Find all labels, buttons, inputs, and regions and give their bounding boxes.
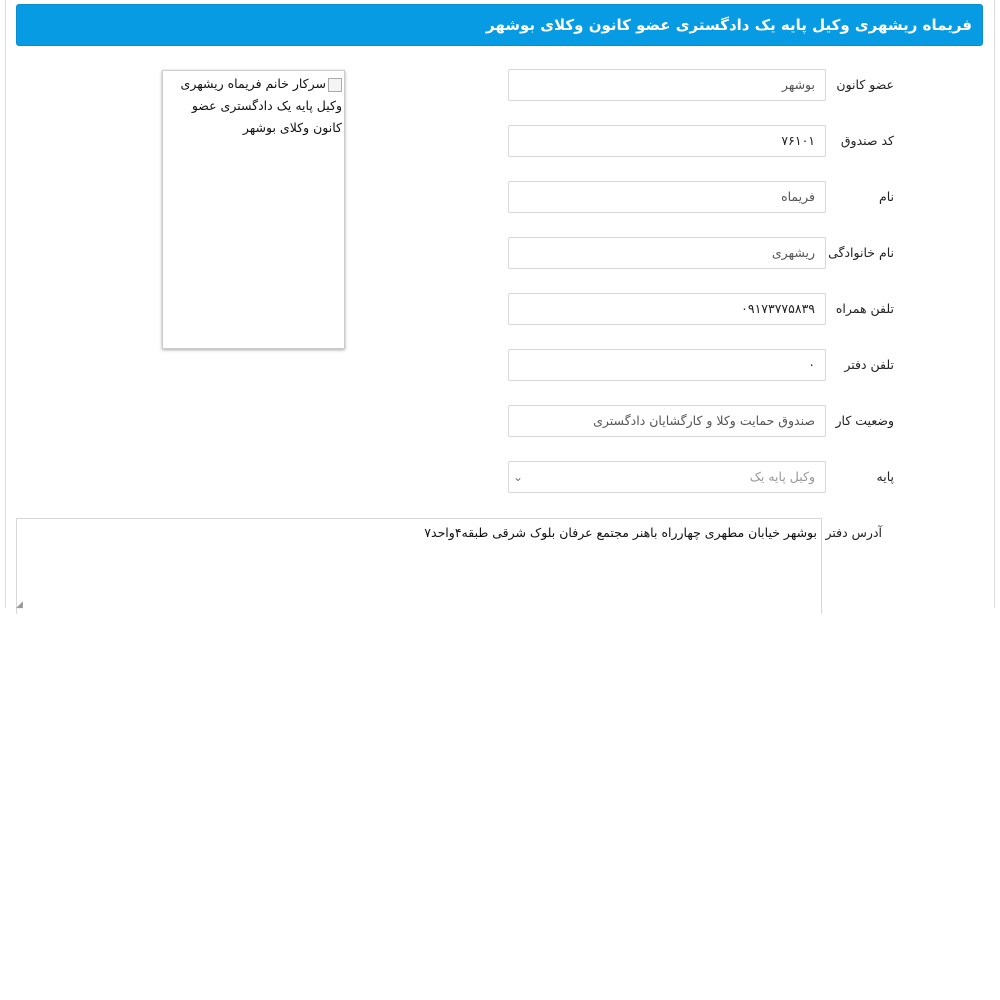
grade-select-value: وکیل پایه یک [749,469,815,484]
lawyer-photo [162,70,345,349]
office-phone-label: تلفن دفتر [844,357,894,372]
bar-member-label: عضو کانون [836,77,894,92]
bar-member-field[interactable]: بوشهر [508,69,826,101]
resize-handle-icon[interactable]: ◢ [16,600,23,610]
office-address-label: آدرس دفتر [825,525,882,540]
last-name-field[interactable]: ریشهری [508,237,826,269]
fund-code-label: کد صندوق [840,133,894,148]
work-status-field[interactable]: صندوق حمایت وکلا و کارگشایان دادگستری [508,405,826,437]
chevron-down-icon[interactable]: ⌄ [513,470,524,484]
page-title: فریماه ریشهری وکیل پایه یک دادگستری عضو کانون وکلای بوشهر [486,16,972,34]
office-phone-field[interactable]: ۰ [508,349,826,381]
page-header [16,4,983,46]
first-name-field[interactable]: فریماه [508,181,826,213]
last-name-label: نام خانوادگی [828,245,894,260]
first-name-label: نام [878,189,894,204]
lawyer-photo-alt-text: سرکار خانم فریماه ریشهری وکیل پایه یک دادگستری عضو کانون وکلای بوشهر [180,76,342,135]
grade-label: پایه [876,469,894,484]
mobile-field[interactable]: ۰۹۱۷۳۷۷۵۸۳۹ [508,293,826,325]
mobile-label: تلفن همراه [835,301,894,316]
fund-code-field[interactable]: ۷۶۱۰۱ [508,125,826,157]
work-status-label: وضعیت کار [835,413,894,428]
grade-select[interactable] [508,461,826,493]
broken-image-icon [328,78,342,92]
office-address-textarea[interactable]: بوشهر خیابان مطهری چهارراه باهنر مجتمع عرفان بلوک شرقی طبقه۴واحد۷ [16,518,822,614]
